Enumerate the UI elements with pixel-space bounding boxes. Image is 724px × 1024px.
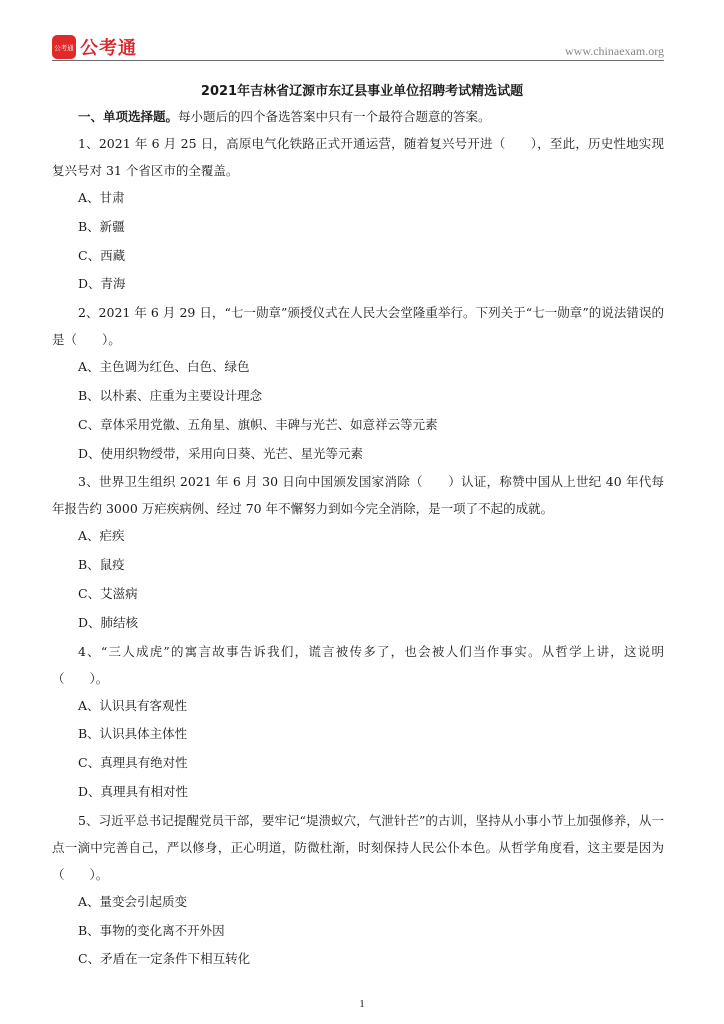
answer-option: A、甘肃 [78,190,125,205]
document-body [52,103,664,974]
answer-option: A、量变会引起质变 [78,893,188,909]
question-5 [52,807,664,974]
question-stem: 3、世界卫生组织 2021 年 6 月 30 日向中国颁发国家消除（ ）认证，称赞中国从上世纪 40 年代每年报告约 3000 万疟疾病例、经过 70 年不懈努力到如今完全消除，是一项了不起的成就。 [52,474,664,517]
answer-option: C、艾滋病 [78,585,138,601]
answer-option: D、真理具有相对性 [78,783,189,799]
section-heading [52,103,664,130]
question-stem: 1、2021 年 6 月 25 日，高原电气化铁路正式开通运营，随着复兴号开进（ ），至此，历史性地实现复兴号对 31 个省区市的全覆盖。 [52,136,664,178]
answer-option: C、真理具有绝对性 [78,755,188,771]
question-2 [52,299,664,468]
page-header [52,34,664,58]
answer-option: A、认识具有客观性 [78,697,188,713]
answer-option: B、以朴素、庄重为主要设计理念 [78,387,263,403]
logo-badge-icon [52,35,76,59]
logo-text: 公考通 [80,38,137,59]
section-instruction: 每小题后的四个备选答案中只有一个最符合题意的答案。 [178,109,491,124]
page-number: 1 [359,998,365,1010]
answer-option: A、主色调为红色、白色、绿色 [78,359,250,375]
logo-badge-text: 公考通 [54,44,74,52]
site-url: www.chinaexam.org [565,44,664,58]
question-4 [52,638,664,807]
answer-option: B、鼠疫 [78,557,125,573]
answer-option: C、矛盾在一定条件下相互转化 [78,951,251,967]
question-stem: 2、2021 年 6 月 29 日，“七一勋章”颁授仪式在人民大会堂隆重举行。下列关于“七一勋章”的说法错误的是（ ）。 [52,305,664,348]
answer-option: D、青海 [78,276,126,292]
answer-option: C、西藏 [78,247,126,263]
answer-option: B、认识具体主体性 [78,726,188,742]
document-title: 2021年吉林省辽源市东辽县事业单位招聘考试精选试题 [200,84,524,99]
question-stem: 4、“三人成虎”的寓言故事告诉我们，谎言被传多了，也会被人们当作事实。从哲学上讲，这说明（ ）。 [52,643,664,686]
question-stem: 5、习近平总书记提醒党员干部，要牢记“堤溃蚁穴，气泄针芒”的古训，坚持从小事小节上加强修养，从一点一滴中完善自己，严以修身，正心明道，防微杜渐，时刻保持人民公仆本色。从哲学角度看，这主要是因为（ ）。 [52,812,664,882]
header-divider [52,60,664,61]
answer-option: D、肺结核 [78,614,139,630]
question-3 [52,468,664,637]
answer-option: B、事物的变化离不开外因 [78,922,225,938]
answer-option: D、使用织物绶带，采用向日葵、光芒、星光等元素 [78,445,364,461]
section-heading-label: 一、单项选择题。 [78,109,179,124]
answer-option: C、章体采用党徽、五角星、旗帜、丰碑与光芒、如意祥云等元素 [78,416,438,432]
answer-option: A、疟疾 [78,528,125,544]
brand-logo [52,34,137,60]
question-1 [52,130,664,299]
answer-option: B、新疆 [78,218,125,234]
